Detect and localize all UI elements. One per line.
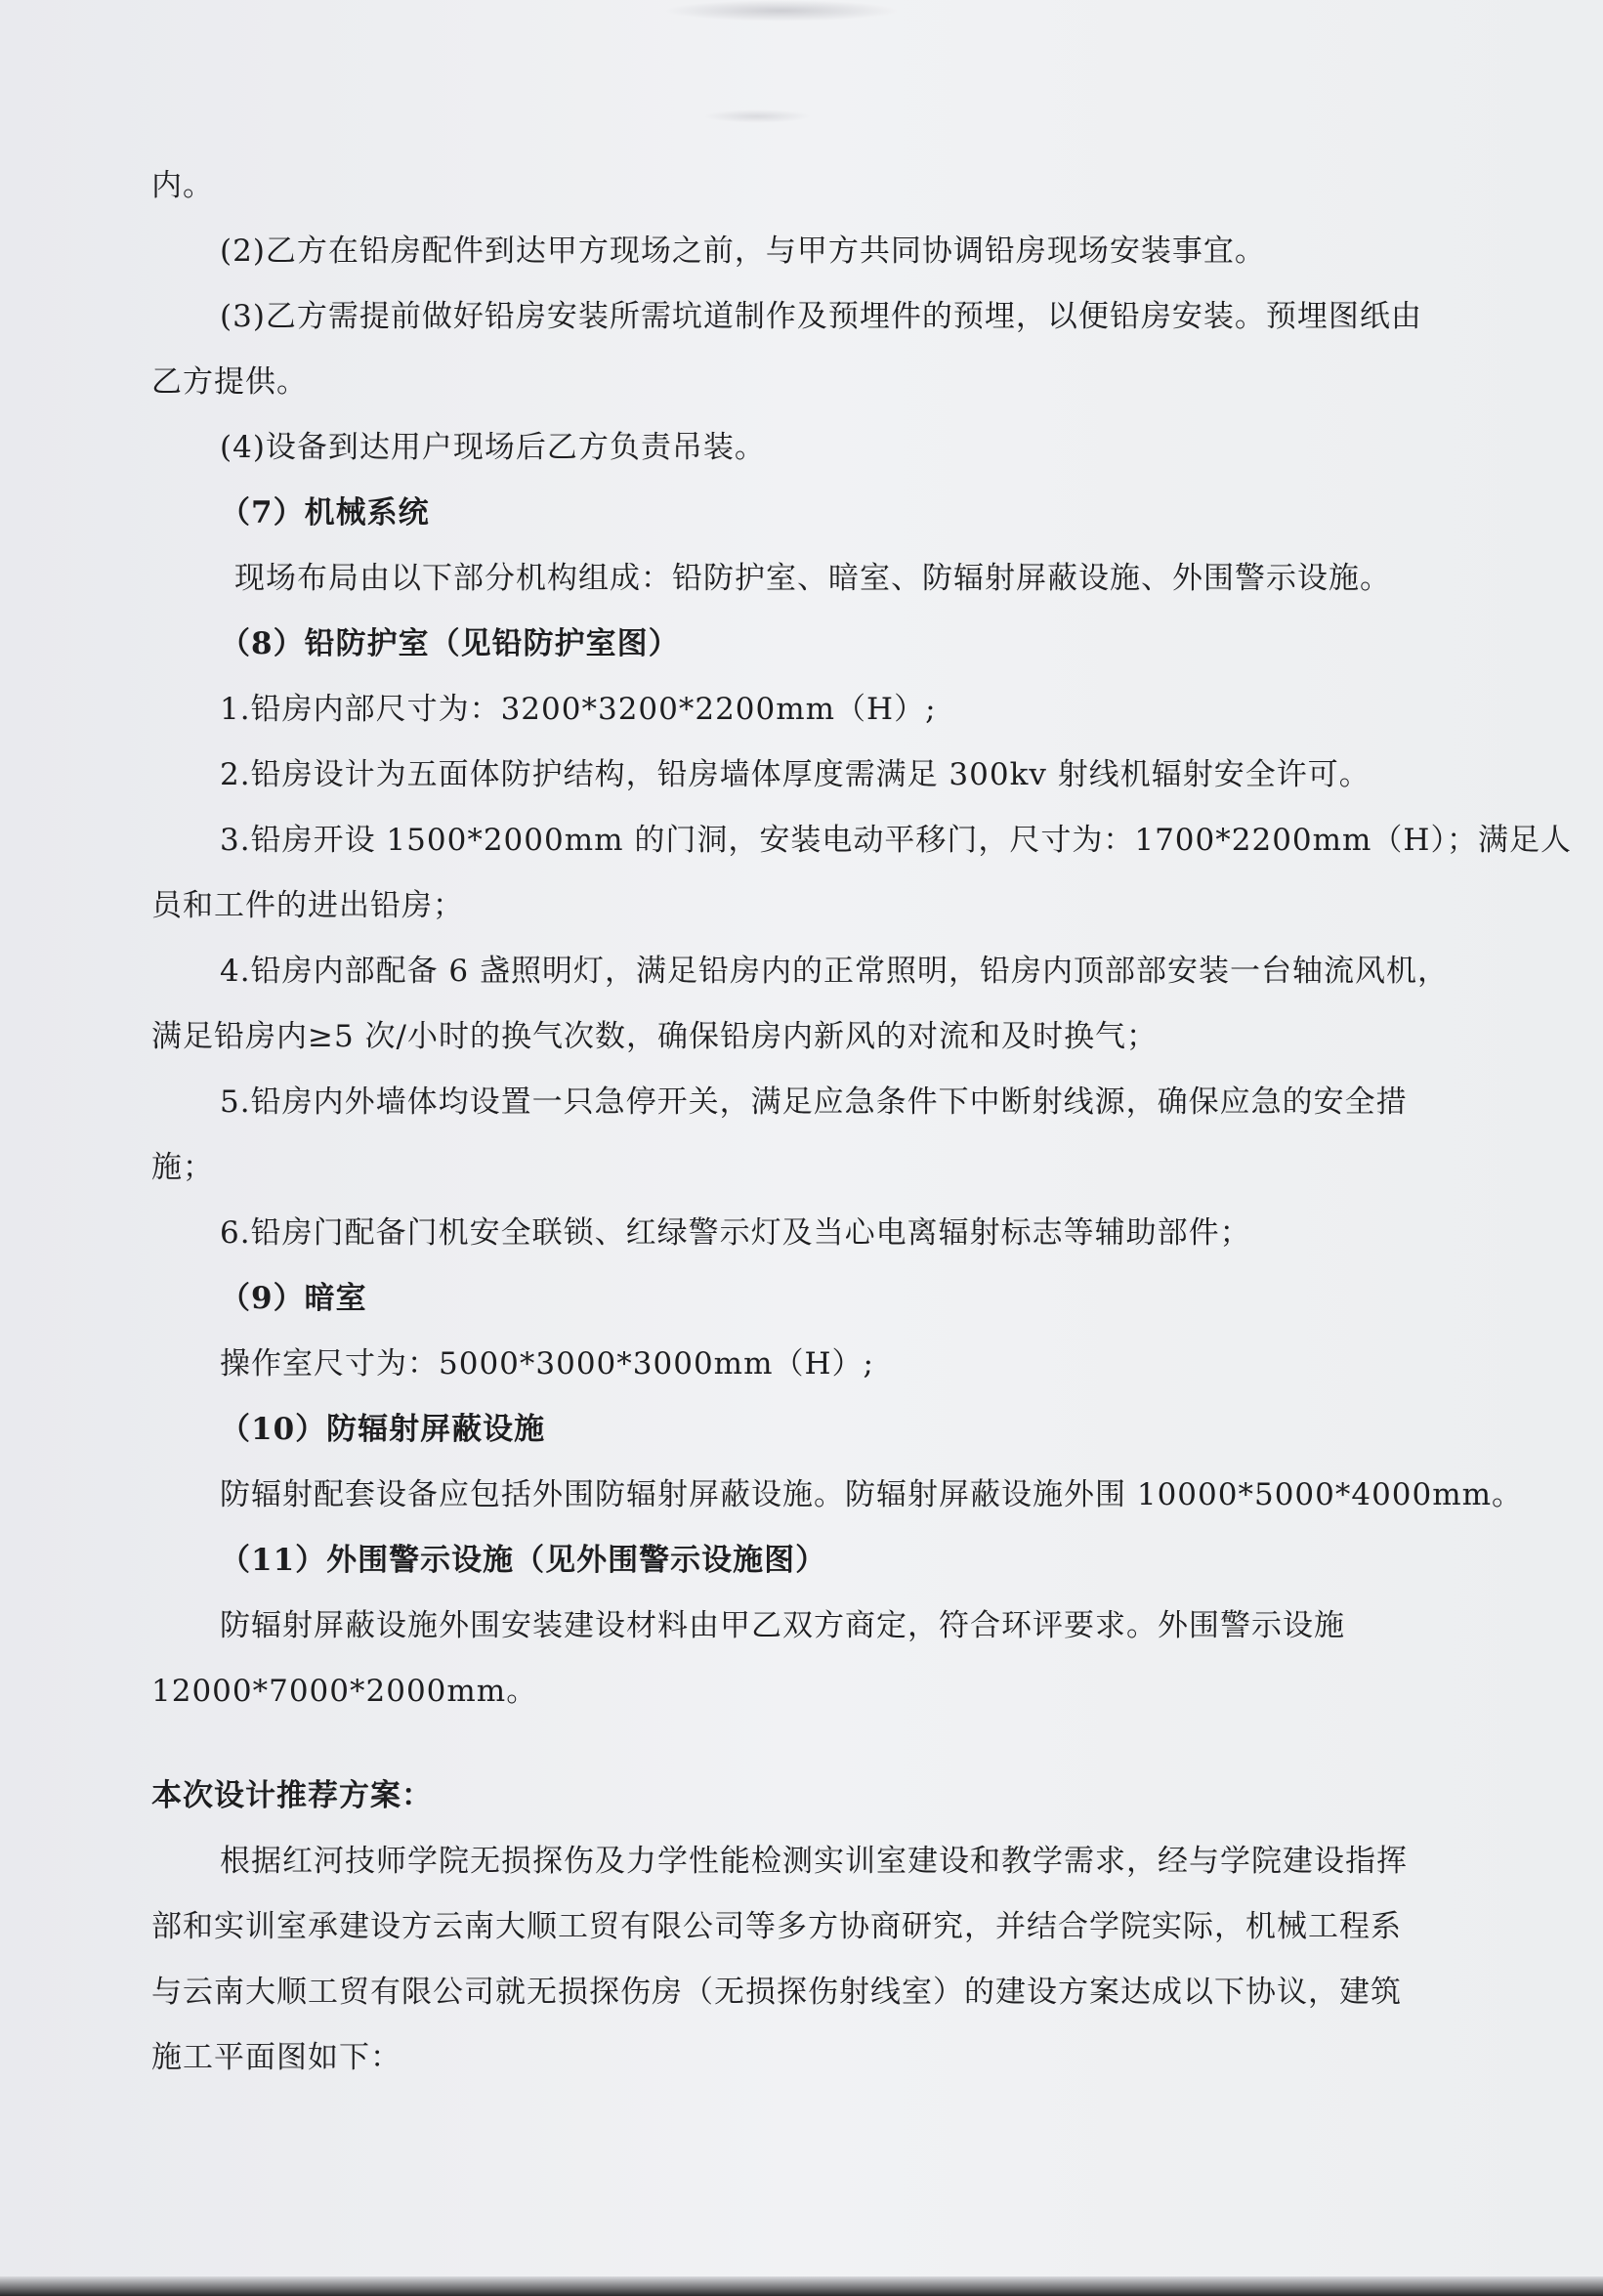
section-heading: （11）外围警示设施（见外围警示设施图） [220, 1543, 827, 1578]
section-heading: （7）机械系统 [220, 495, 430, 531]
scan-smudge [664, 0, 899, 21]
paragraph-line: 部和实训室承建设方云南大顺工贸有限公司等多方协商研究，并结合学院实际，机械工程系 [151, 1909, 1402, 1944]
section-heading: （9）暗室 [220, 1281, 367, 1316]
paragraph-line: 满足铅房内≥5 次/小时的换气次数，确保铅房内新风的对流和及时换气； [151, 1019, 1158, 1054]
paragraph-line: 员和工件的进出铅房； [151, 888, 464, 923]
section-heading: （8）铅防护室（见铅防护室图） [220, 626, 680, 661]
paragraph-line: (4)设备到达用户现场后乙方负责吊装。 [220, 430, 766, 465]
paragraph-line: 乙方提供。 [151, 364, 308, 400]
scan-smudge [703, 109, 811, 123]
paragraph-line: 防辐射屏蔽设施外围安装建设材料由甲乙双方商定，符合环评要求。外围警示设施 [220, 1608, 1345, 1643]
section-heading: （10）防辐射屏蔽设施 [220, 1412, 546, 1447]
paragraph-line: 1.铅房内部尺寸为：3200*3200*2200mm（H）; [220, 692, 937, 727]
paragraph-line: 防辐射配套设备应包括外围防辐射屏蔽设施。防辐射屏蔽设施外围 10000*5000*4000mm。 [220, 1477, 1524, 1512]
paragraph-line: 施工平面图如下： [151, 2040, 401, 2075]
spacer [151, 1737, 1460, 1776]
section-heading: 本次设计推荐方案： [151, 1778, 433, 1813]
paragraph-line: 3.铅房开设 1500*2000mm 的门洞，安装电动平移门，尺寸为：1700*2200mm（H）；满足人 [220, 823, 1572, 858]
paragraph-line: 5.铅房内外墙体均设置一只急停开关，满足应急条件下中断射线源，确保应急的安全措 [220, 1084, 1408, 1120]
paragraph-line: (2)乙方在铅房配件到达甲方现场之前，与甲方共同协调铅房现场安装事宜。 [220, 234, 1266, 269]
paragraph-line: 施； [151, 1150, 214, 1185]
paragraph-line: 内。 [151, 168, 214, 203]
paragraph-line: 现场布局由以下部分机构组成：铅防护室、暗室、防辐射屏蔽设施、外围警示设施。 [234, 561, 1391, 596]
paragraph-line: 操作室尺寸为：5000*3000*3000mm（H）; [220, 1346, 874, 1382]
paragraph-line: 2.铅房设计为五面体防护结构，铅房墙体厚度需满足 300kv 射线机辐射安全许可。 [220, 757, 1371, 792]
paragraph-line: 12000*7000*2000mm。 [151, 1674, 538, 1709]
paragraph-line: 与云南大顺工贸有限公司就无损探伤房（无损探伤射线室）的建设方案达成以下协议，建筑 [151, 1975, 1402, 2010]
scan-edge [0, 2276, 1603, 2296]
paragraph-line: 根据红河技师学院无损探伤及力学性能检测实训室建设和教学需求，经与学院建设指挥 [220, 1844, 1408, 1879]
paragraph-line: 4.铅房内部配备 6 盏照明灯，满足铅房内的正常照明，铅房内顶部部安装一台轴流风机， [220, 954, 1450, 989]
paragraph-line: (3)乙方需提前做好铅房安装所需坑道制作及预埋件的预埋，以便铅房安装。预埋图纸由 [220, 299, 1422, 334]
document-body [151, 166, 1572, 2104]
paragraph-line: 6.铅房门配备门机安全联锁、红绿警示灯及当心电离辐射标志等辅助部件； [220, 1215, 1251, 1251]
